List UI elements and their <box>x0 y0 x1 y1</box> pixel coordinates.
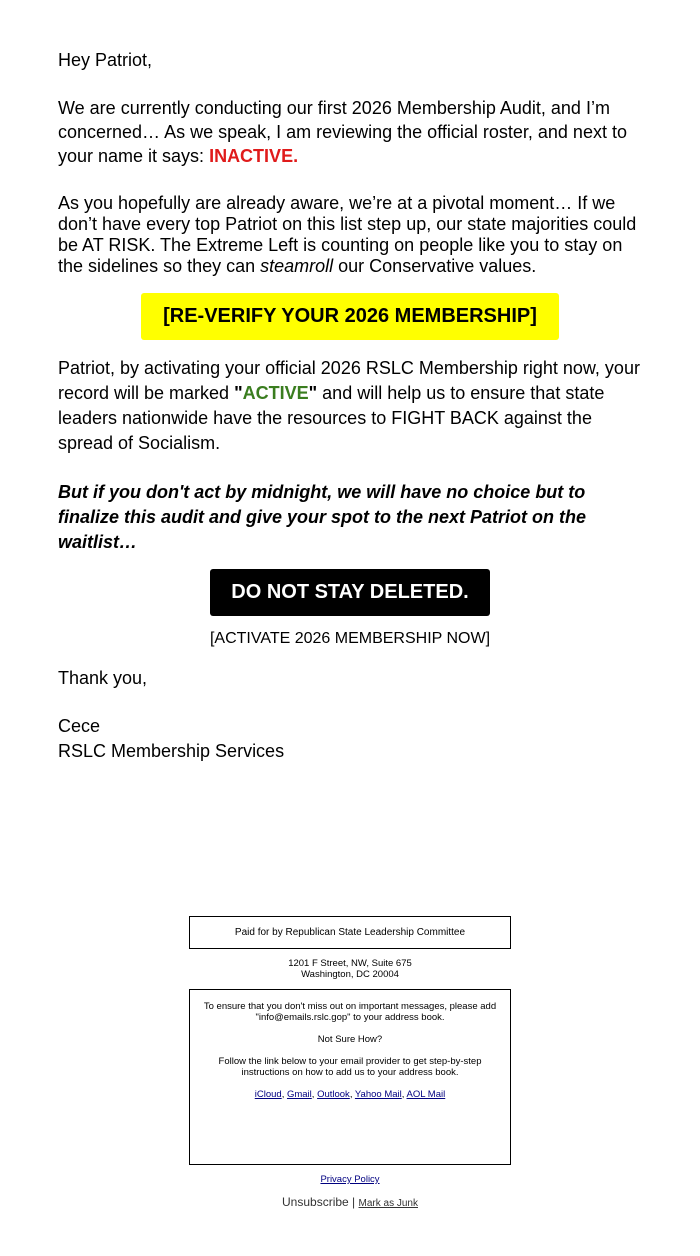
mark-as-junk-link[interactable]: Mark as Junk <box>358 1198 418 1209</box>
paragraph-pivotal-text: As you hopefully are already aware, we’re at a pivotal moment… If we don’t have every top Patriot on this list step up, our state majorities could be AT RISK. The Extreme Left is counting on people like you to stay on the sidelines so they can <box>58 193 637 276</box>
signature-dept: RSLC Membership Services <box>58 741 285 761</box>
address-line-2: Washington, DC 20004 <box>301 969 399 980</box>
signature-name: Cece <box>58 716 101 736</box>
address-book-instructions: To ensure that you don't miss out on important messages, please add "info@emails.rslc.gop" to your address book. <box>203 1001 497 1023</box>
unsubscribe-link[interactable]: Unsubscribe <box>282 1195 349 1209</box>
provider-instructions: Follow the link below to your email provider to get step-by-step instructions on how to add us to your address book. <box>218 1056 482 1078</box>
paragraph-audit-text: We are currently conducting our first 2026 Membership Audit, and I’m concerned… As we speak, I am reviewing the official roster, and next to your name it says: <box>58 98 627 166</box>
paragraph-activate-text: Patriot, by activating your official 2026 RSLC Membership right now, your record will be marked <box>58 358 640 403</box>
mailing-address <box>189 958 511 980</box>
unsubscribe-row <box>0 1195 700 1209</box>
separator: | <box>348 1195 359 1209</box>
reverify-membership-button[interactable]: [RE-VERIFY YOUR 2026 MEMBERSHIP] <box>141 293 559 340</box>
provider-links: iCloud, Gmail, Outlook, Yahoo Mail, AOL Mail <box>254 1089 446 1100</box>
paragraph-deadline: But if you don't act by midnight, we will have no choice but to finalize this audit and give your spot to the next Patriot on the waitlist… <box>58 482 587 552</box>
outlook-link[interactable]: Outlook <box>317 1089 350 1100</box>
active-status: ACTIVE <box>242 383 309 403</box>
signature <box>58 714 284 764</box>
paid-for-box <box>189 916 511 949</box>
privacy-row <box>0 1174 700 1185</box>
aol-mail-link[interactable]: AOL Mail <box>406 1089 446 1100</box>
steamroll-emphasis: steamroll <box>260 256 334 276</box>
inactive-status: INACTIVE. <box>209 146 299 166</box>
privacy-policy-link[interactable]: Privacy Policy <box>320 1174 380 1185</box>
paid-for-text: Paid for by Republican State Leadership Committee <box>234 927 466 938</box>
do-not-stay-deleted-button[interactable]: DO NOT STAY DELETED. <box>210 569 490 616</box>
not-sure-how: Not Sure How? <box>317 1034 383 1045</box>
activate-membership-link[interactable]: [ACTIVATE 2026 MEMBERSHIP NOW] <box>209 630 491 647</box>
paragraph-audit <box>58 96 648 168</box>
paragraph-activate-end: and will help us to ensure that state leaders nationwide have the resources to FIGHT BACK against the spread of Socialism. <box>58 383 605 453</box>
greeting: Hey Patriot, <box>58 50 153 70</box>
paragraph-pivotal <box>58 193 648 277</box>
active-quote-open: " <box>234 383 243 403</box>
yahoo-mail-link[interactable]: Yahoo Mail <box>354 1089 402 1100</box>
paragraph-pivotal-end: our Conservative values. <box>333 256 537 276</box>
icloud-link[interactable]: iCloud <box>254 1089 282 1100</box>
active-quote-close: " <box>308 383 318 403</box>
closing: Thank you, <box>58 668 148 688</box>
address-book-box <box>189 989 511 1165</box>
gmail-link[interactable]: Gmail <box>286 1089 312 1100</box>
paragraph-activate <box>58 356 648 456</box>
address-line-1: 1201 F Street, NW, Suite 675 <box>288 958 412 969</box>
